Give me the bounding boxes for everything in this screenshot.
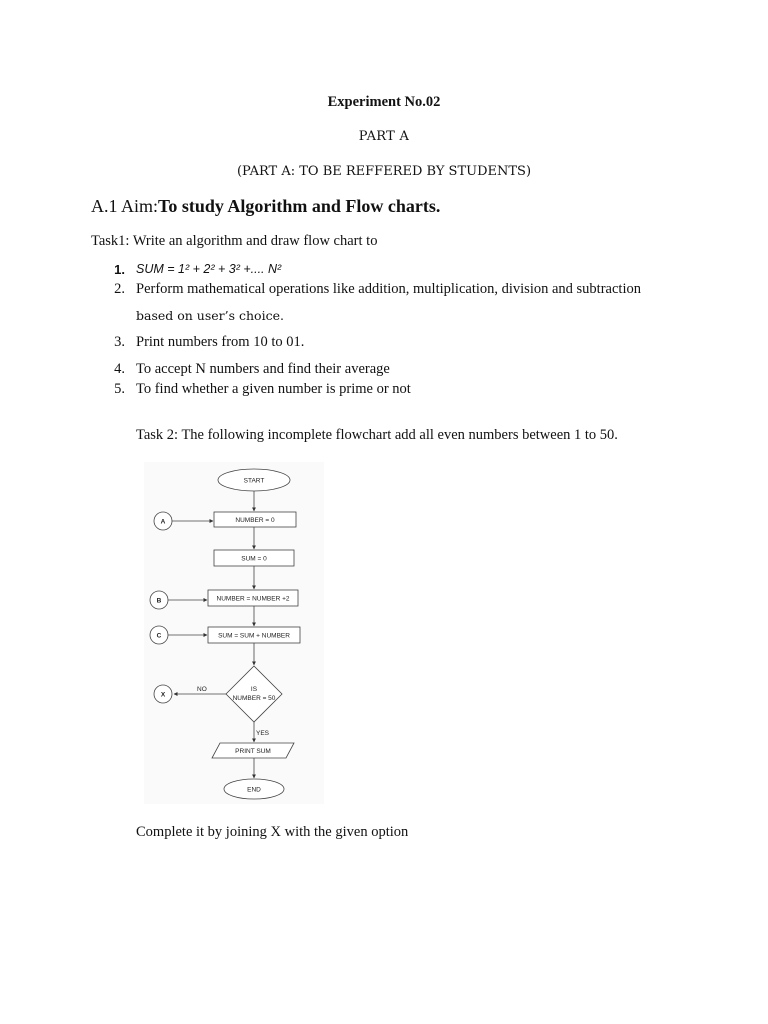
part-heading: PART A [358, 129, 410, 144]
list-item [0, 361, 768, 381]
list-item [0, 261, 768, 281]
list-item-number: 3. [114, 334, 125, 350]
connector-x-label: X [160, 691, 166, 699]
list-item-text: Perform mathematical operations like addition, multiplication, division and subtraction [136, 281, 641, 297]
sum-init-label: SUM = 0 [241, 555, 267, 563]
no-label: NO [197, 686, 207, 693]
aim-line [91, 196, 440, 217]
experiment-title: Experiment No.02 [327, 94, 441, 110]
list-item-number: 4. [114, 361, 125, 377]
decision-label-line1: IS [250, 686, 258, 693]
sum-add-label: SUM = SUM + NUMBER [218, 632, 290, 640]
list-item [0, 334, 768, 354]
connector-a-label: A [160, 518, 166, 526]
aim-text: To study Algorithm and Flow charts. [158, 196, 441, 216]
list-item-text: To accept N numbers and find their average [136, 361, 390, 377]
flowchart [144, 462, 324, 804]
list-item [0, 381, 768, 401]
decision-label-line2: NUMBER = 50 [232, 695, 276, 702]
connector-c-label: C [156, 632, 162, 640]
part-note: (PART A: TO BE REFFERED BY STUDENTS) [236, 164, 532, 179]
connector-b-label: B [156, 597, 162, 605]
end-label: END [247, 786, 261, 794]
list-item-number: 1. [114, 262, 125, 277]
number-init-label: NUMBER = 0 [235, 517, 275, 524]
list-item-text: SUM = 1² + 2² + 3² +.... N² [136, 262, 282, 276]
list-item [0, 281, 768, 325]
list-item-text: To find whether a given number is prime or not [136, 381, 411, 397]
aim-prefix: A.1 Aim: [91, 196, 159, 216]
yes-label: YES [256, 730, 270, 737]
print-sum-label: PRINT SUM [235, 748, 271, 755]
list-item-text: Print numbers from 10 to 01. [136, 334, 305, 350]
start-label: START [243, 477, 265, 485]
task2-text: Task 2: The following incomplete flowchart add all even numbers between 1 to 50. [136, 427, 618, 443]
task1-intro: Task1: Write an algorithm and draw flow chart to [91, 233, 378, 249]
list-item-text-continued: based on user’s choice. [136, 308, 284, 323]
list-item-number: 2. [114, 281, 125, 297]
list-item-number: 5. [114, 381, 125, 397]
complete-instruction: Complete it by joining X with the given option [136, 824, 409, 840]
increment-label: NUMBER = NUMBER +2 [216, 595, 290, 603]
